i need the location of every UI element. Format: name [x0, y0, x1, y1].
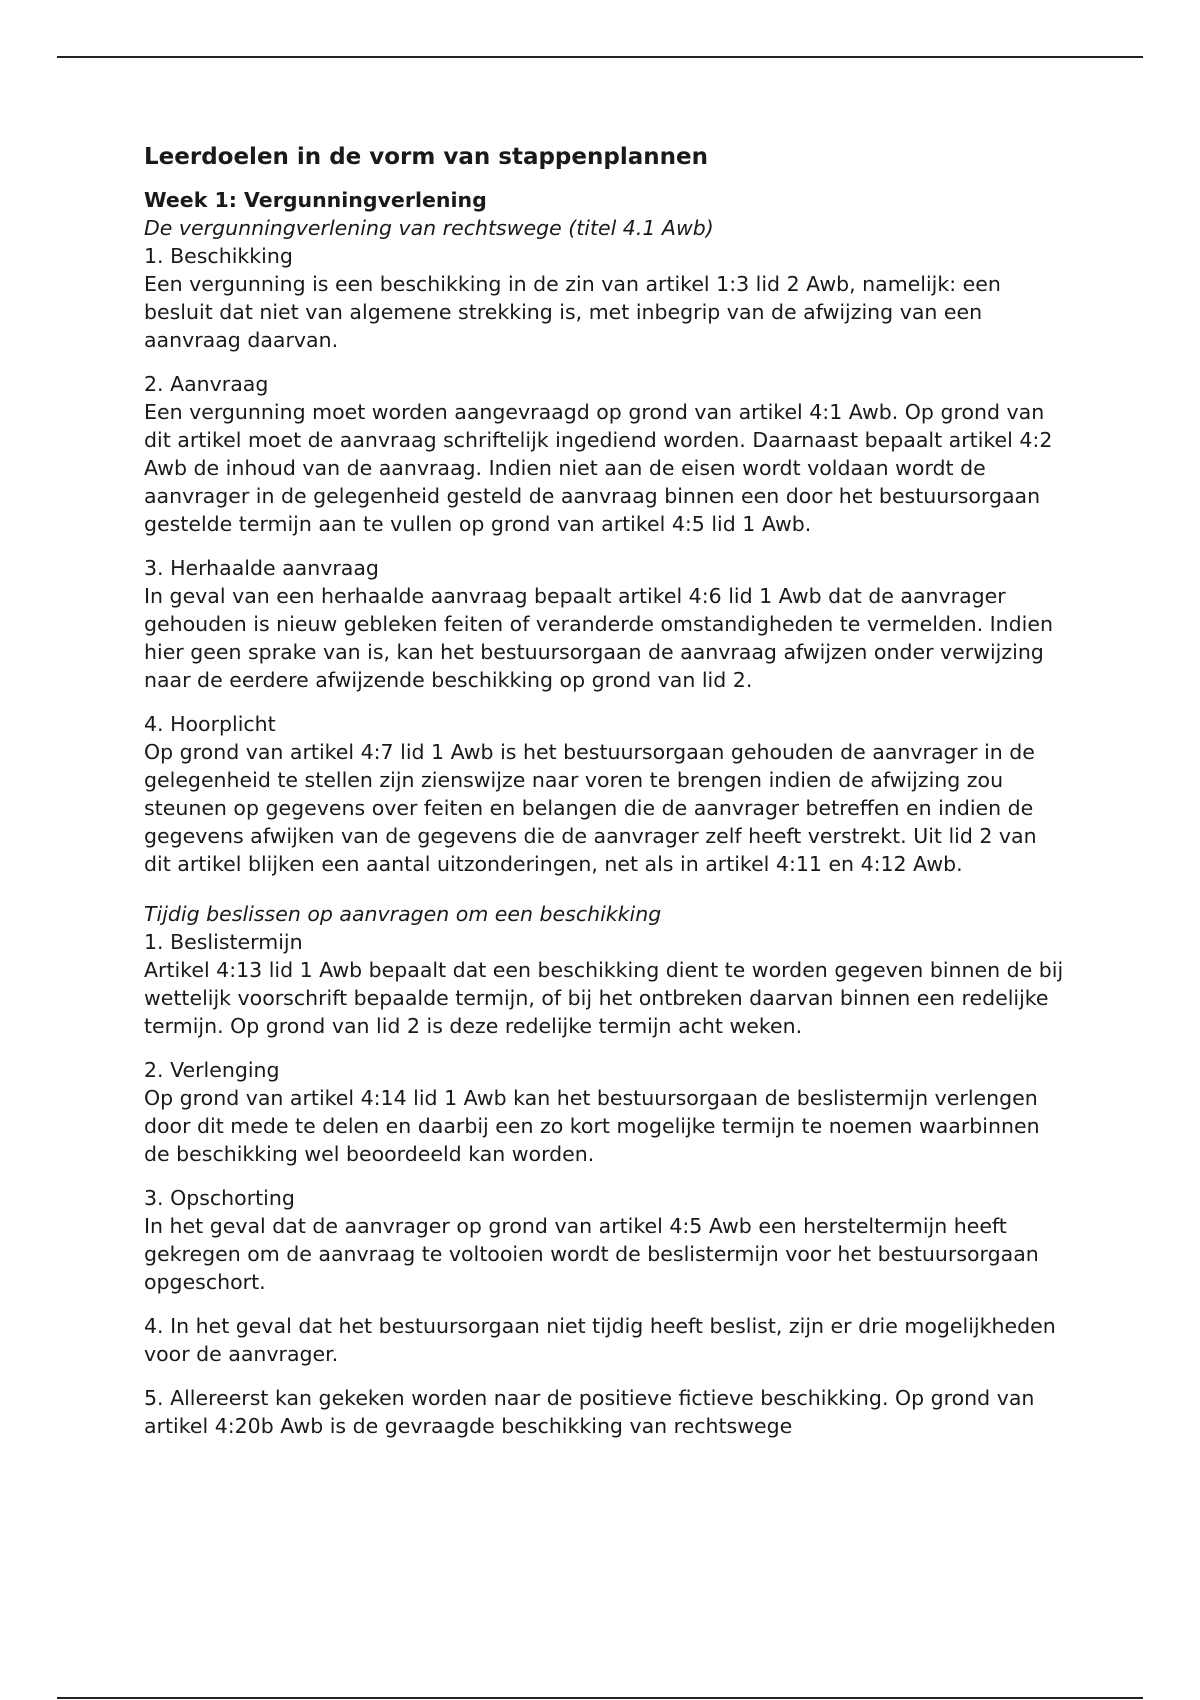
list-item	[144, 554, 1064, 694]
section-tijdig-beslissen	[144, 900, 1064, 1440]
item-heading: 4. Hoorplicht	[144, 712, 276, 736]
document-title: Leerdoelen in de vorm van stappenplannen	[144, 144, 708, 170]
item-text: In geval van een herhaalde aanvraag bepaalt artikel 4:6 lid 1 Awb dat de aanvrager gehouden is nieuw gebleken feiten of veranderde omstandigheden te vermelden. Indien hier geen sprake van is, kan het bestuursorgaan de aanvraag afwijzen onder verwijzing naar de eerdere afwijzende beschikking op grond van lid 2.	[144, 584, 1053, 692]
section-title: De vergunningverlening van rechtswege (titel 4.1 Awb)	[144, 216, 714, 240]
list-item	[144, 928, 1064, 1040]
item-text: Een vergunning is een beschikking in de zin van artikel 1:3 lid 2 Awb, namelijk: een besluit dat niet van algemene strekking is, met inbegrip van de afwijzing van een aanvraag daarvan.	[144, 272, 1001, 352]
item-heading: 2. Aanvraag	[144, 372, 269, 396]
item-heading: 3. Opschorting	[144, 1186, 295, 1210]
item-heading: 1. Beslistermijn	[144, 930, 303, 954]
header-rule	[57, 56, 1143, 58]
document-body	[144, 142, 1064, 1462]
item-text: Een vergunning moet worden aangevraagd op grond van artikel 4:1 Awb. Op grond van dit artikel moet de aanvraag schriftelijk ingediend worden. Daarnaast bepaalt artikel 4:2 Awb de inhoud van de aanvraag. Indien niet aan de eisen wordt voldaan wordt de aanvrager in de gelegenheid gesteld de aanvraag binnen een door het bestuursorgaan gestelde termijn aan te vullen op grond van artikel 4:5 lid 1 Awb.	[144, 400, 1053, 536]
week-title: Week 1: Vergunningverlening	[144, 188, 487, 212]
item-text: Artikel 4:13 lid 1 Awb bepaalt dat een beschikking dient te worden gegeven binnen de bij wettelijk voorschrift bepaalde termijn, of bij het ontbreken daarvan binnen een redelijke termijn. Op grond van lid 2 is deze redelijke termijn acht weken.	[144, 958, 1064, 1038]
list-item	[144, 1312, 1064, 1368]
footer-rule	[57, 1697, 1143, 1699]
item-heading: 2. Verlenging	[144, 1058, 280, 1082]
item-heading: 3. Herhaalde aanvraag	[144, 556, 379, 580]
list-item	[144, 242, 1064, 354]
item-text: Op grond van artikel 4:7 lid 1 Awb is het bestuursorgaan gehouden de aanvrager in de gelegenheid te stellen zijn zienswijze naar voren te brengen indien de afwijzing zou steunen op gegevens over feiten en belangen die de aanvrager betreffen en indien de gegevens afwijken van de gegevens die de aanvrager zelf heeft verstrekt. Uit lid 2 van dit artikel blijken een aantal uitzonderingen, net als in artikel 4:11 en 4:12 Awb.	[144, 740, 1037, 876]
list-item	[144, 1056, 1064, 1168]
list-item	[144, 1184, 1064, 1296]
list-item	[144, 1384, 1064, 1440]
item-text: 5. Allereerst kan gekeken worden naar de positieve fictieve beschikking. Op grond van artikel 4:20b Awb is de gevraagde beschikking van rechtswege	[144, 1386, 1035, 1438]
list-item	[144, 370, 1064, 538]
item-text: 4. In het geval dat het bestuursorgaan niet tijdig heeft beslist, zijn er drie mogelijkheden voor de aanvrager.	[144, 1314, 1056, 1366]
item-text: In het geval dat de aanvrager op grond van artikel 4:5 Awb een hersteltermijn heeft gekregen om de aanvraag te voltooien wordt de beslistermijn voor het bestuursorgaan opgeschort.	[144, 1214, 1039, 1294]
item-text: Op grond van artikel 4:14 lid 1 Awb kan het bestuursorgaan de beslistermijn verlengen door dit mede te delen en daarbij een zo kort mogelijke termijn te noemen waarbinnen de beschikking wel beoordeeld kan worden.	[144, 1086, 1040, 1166]
item-heading: 1. Beschikking	[144, 244, 293, 268]
section-vergunningverlening	[144, 214, 1064, 878]
section-title: Tijdig beslissen op aanvragen om een beschikking	[144, 902, 662, 926]
list-item	[144, 710, 1064, 878]
